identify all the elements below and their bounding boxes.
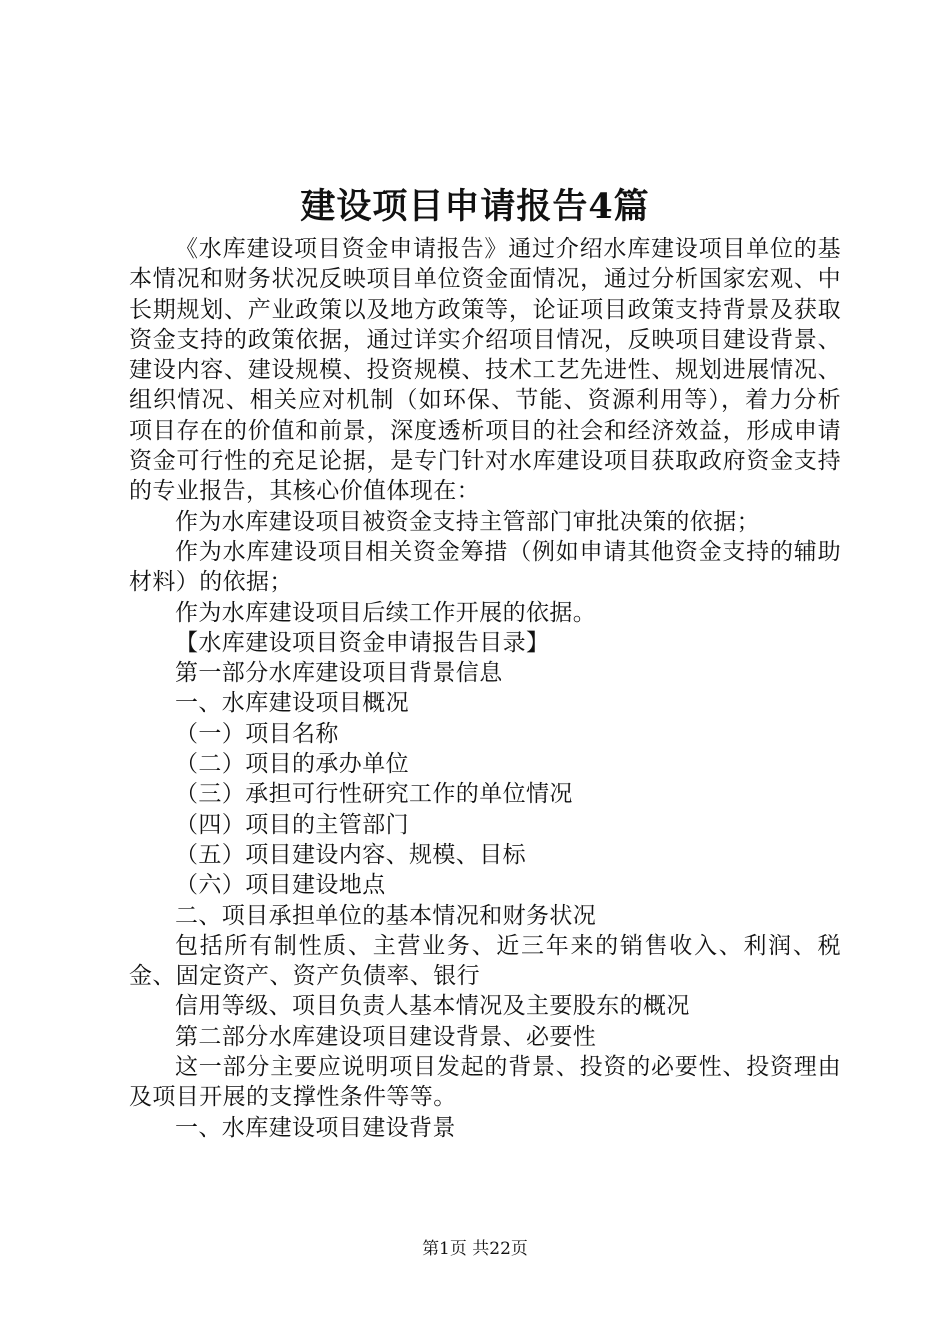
paragraph: 作为水库建设项目被资金支持主管部门审批决策的依据； — [175, 508, 760, 535]
subsection-heading: 二、项目承担单位的基本情况和财务状况 — [175, 902, 597, 929]
paragraph: 作为水库建设项目相关资金筹措（例如申请其他资金支持的辅助材料）的依据； — [129, 538, 841, 596]
list-item: （四）项目的主管部门 — [175, 811, 409, 838]
paragraph: 包括所有制性质、主营业务、近三年来的销售收入、利润、税金、固定资产、资产负债率、银行 — [129, 932, 841, 990]
list-item: （五）项目建设内容、规模、目标 — [175, 841, 526, 868]
subsection-heading: 一、水库建设项目建设背景 — [175, 1114, 456, 1141]
section-heading: 第一部分水库建设项目背景信息 — [175, 660, 503, 687]
list-item: （二）项目的承办单位 — [175, 751, 409, 778]
paragraph: 信用等级、项目负责人基本情况及主要股东的概况 — [175, 993, 690, 1020]
page-footer: 第1页 共22页 — [422, 1239, 528, 1259]
paragraph: 作为水库建设项目后续工作开展的依据。 — [175, 599, 597, 626]
toc-heading: 【水库建设项目资金申请报告目录】 — [175, 629, 550, 656]
list-item: （六）项目建设地点 — [175, 872, 386, 899]
list-item: （一）项目名称 — [175, 720, 339, 747]
document-title: 建设项目申请报告4篇 — [300, 186, 650, 227]
paragraph-intro: 《水库建设项目资金申请报告》通过介绍水库建设项目单位的基本情况和财务状况反映项目单位资金面情况，通过分析国家宏观、中长期规划、产业政策以及地方政策等，论证项目政策支持背景及获取资金支持的政策依据，通过详实介绍项目情况，反映项目建设背景、建设内容、建设规模、投资规模、技术工艺先进性、规划进展情况、组织情况、相关应对机制（如环保、节能、资源利用等），着力分析项目存在的价值和前景，深度透析项目的社会和经济效益，形成申请资金可行性的充足论据，是专门针对水库建设项目获取政府资金支持的专业报告，其核心价值体现在： — [129, 236, 841, 505]
subsection-heading: 一、水库建设项目概况 — [175, 690, 409, 717]
section-heading: 第二部分水库建设项目建设背景、必要性 — [175, 1023, 597, 1050]
paragraph: 这一部分主要应说明项目发起的背景、投资的必要性、投资理由及项目开展的支撑性条件等等。 — [129, 1054, 841, 1111]
document-body — [129, 234, 841, 1143]
list-item: （三）承担可行性研究工作的单位情况 — [175, 781, 573, 808]
